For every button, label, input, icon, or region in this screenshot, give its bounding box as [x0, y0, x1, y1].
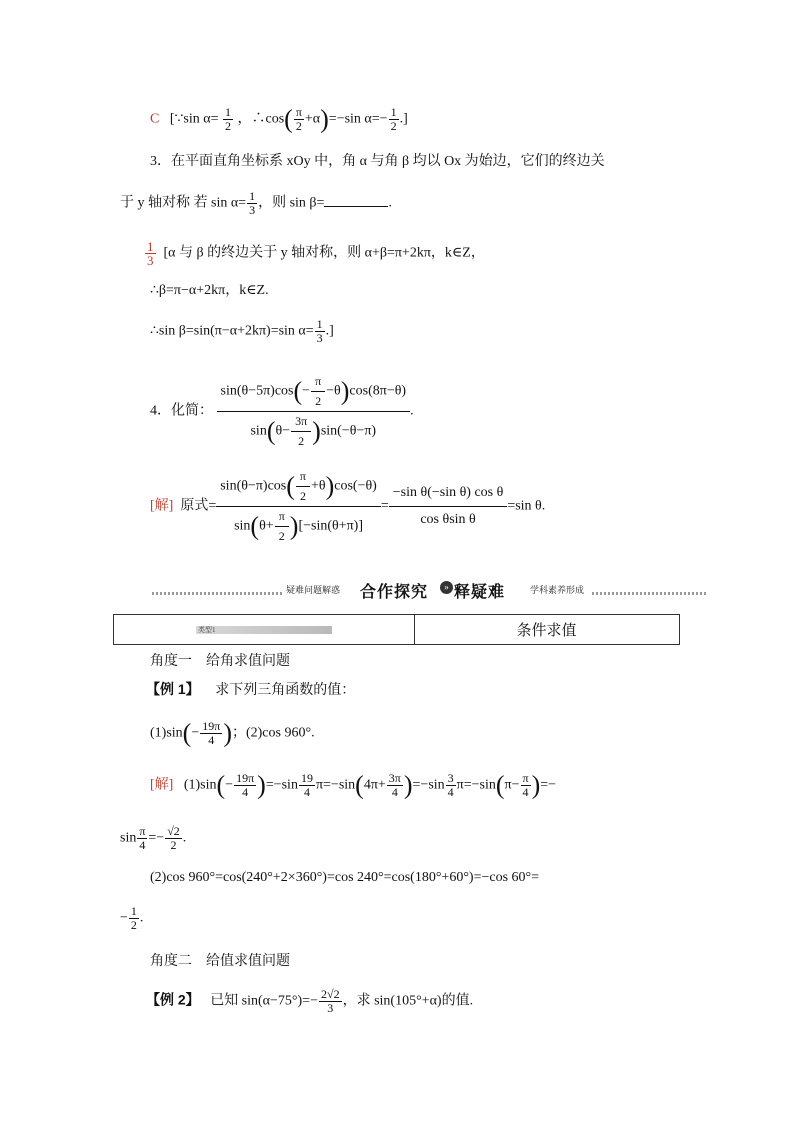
q3-answer-text: [α 与 β 的终边关于 y 轴对称，则 α+β=π+2kπ，k∈Z，	[163, 245, 485, 261]
example1-tag: 【例 1】	[146, 681, 200, 697]
q2-text-d: =−sin α=−	[328, 111, 388, 127]
fraction: $\frac{1}{3}$	[249, 189, 256, 217]
solution-tag: [解]	[150, 498, 174, 514]
banner-left-text: 疑难问题解惑	[286, 585, 341, 595]
q4-end: .	[410, 403, 414, 419]
section-banner	[152, 580, 708, 601]
type-tag-text: 类型1	[198, 626, 216, 634]
fraction: $\frac{1}{2}$	[224, 105, 231, 133]
example1-solution-part2-line2: − $\frac{1}{2}$ .	[120, 904, 144, 932]
q3-answer-text-a: ∴sin β=sin(π−α+2kπ)=sin α=	[150, 323, 314, 339]
example1-solution-part2: (2)cos 960°=cos(240°+2×360°)=cos 240°=cos(180°+60°)=−cos 60°=	[150, 870, 540, 885]
example1-solution-line1: [解] (1)sin(− $\frac{19\pi}{4}$ )=−sin $\frac{19}{4}$ π=−sin(4π+ $\frac{3\pi}{4}$ )=−sin $\frac{3}{4}$ π=−sin(π− $\frac{\pi}{4}$ )=−	[150, 770, 557, 800]
banner-title: 合作探究	[360, 584, 429, 601]
example1-question: (1)sin(− $\frac{19\pi}{4}$ )；(2)cos 960°.	[150, 718, 315, 748]
angle2-heading: 角度二 给值求值问题	[150, 952, 290, 968]
q4-solution-fraction: sin(θ−π)cos( $\frac{\pi}{2}$ +θ)cos(−θ) sin(θ+ $\frac{\pi}{2}$ )[−sin(θ+π)]	[216, 470, 381, 543]
answer-fraction: $\frac{1}{3}$	[147, 239, 154, 268]
example1-line	[146, 679, 355, 699]
fraction: $\frac{\pi}{2}$	[295, 105, 302, 133]
solution-label: 原式=	[180, 498, 217, 514]
answer-blank	[324, 194, 388, 207]
banner-right-text: 学科素养形成	[530, 585, 585, 595]
answer-letter: C	[150, 111, 160, 127]
q4-question	[150, 375, 414, 448]
q2-answer-line: C [∵sin α= $\frac{1}{2}$ ，∴cos( $\frac{\pi}{2}$ +α)=−sin α=− $\frac{1}{2}$ .]	[150, 104, 408, 134]
q2-text-e: .]	[399, 111, 408, 127]
q3-line1: 3．在平面直角坐标系 xOy 中，角 α 与角 β 均以 Ox 为始边，它们的终边关	[150, 154, 605, 169]
q4-result-fraction: $\frac{\text{−sin θ(−sin θ) cos θ}}{\text{cos θsin θ}}$	[389, 483, 508, 530]
fraction: $\frac{1}{2}$	[390, 105, 397, 133]
q3-answer-text-b: .]	[325, 323, 334, 339]
q2-text-a: [∵sin α=	[169, 111, 219, 127]
example1-solution-line2: sin $\frac{\pi}{4}$ =− $\frac{√2}{2}$ .	[120, 824, 187, 852]
example1-text: 求下列三角函数的值：	[215, 681, 356, 697]
solution-tag: [解]	[150, 777, 174, 793]
q4-expression-fraction: sin(θ−5π)cos(− $\frac{\pi}{2}$ −θ)cos(8π−θ) sin(θ− $\frac{3\pi}{2}$ )sin(−θ−π)	[217, 375, 411, 448]
q3-line2	[120, 190, 392, 217]
type-table	[113, 614, 680, 645]
fraction: $\frac{2√2}{3}$	[320, 987, 340, 1015]
type-tag-bar	[196, 626, 332, 634]
type-title: 条件求值	[516, 622, 577, 639]
banner-rule-left	[152, 592, 282, 595]
q3-answer-line3	[150, 318, 334, 345]
angle1-heading: 角度一 给角求值问题	[150, 652, 290, 668]
q3-text-b: ，则 sin β=	[258, 195, 325, 211]
q3-answer-line2: ∴β=π−α+2kπ，k∈Z.	[150, 283, 269, 298]
q2-text-b: ，∴cos	[237, 111, 285, 127]
example2-tag: 【例 2】	[146, 991, 200, 1008]
q4-solution	[150, 470, 545, 543]
example2-text-b: ，求 sin(105°+α)的值.	[342, 993, 474, 1009]
q3-answer-line1	[144, 240, 485, 267]
fraction: $\frac{1}{3}$	[316, 317, 323, 345]
q4-label: 4．化简：	[150, 403, 213, 419]
banner-title2: 释疑难	[454, 584, 506, 601]
example2-text-a: 已知 sin(α−75°)=−	[210, 993, 318, 1009]
banner-rule-right	[592, 592, 708, 595]
q3-text-a: 于 y 轴对称 若 sin α=	[120, 195, 247, 211]
q3-text-c: .	[388, 195, 392, 211]
equals: =	[380, 498, 389, 514]
double-arrow-icon: »	[440, 581, 453, 594]
example2-line	[146, 988, 473, 1015]
q2-text-c: +α	[304, 111, 321, 127]
final-result: =sin θ.	[507, 498, 546, 514]
